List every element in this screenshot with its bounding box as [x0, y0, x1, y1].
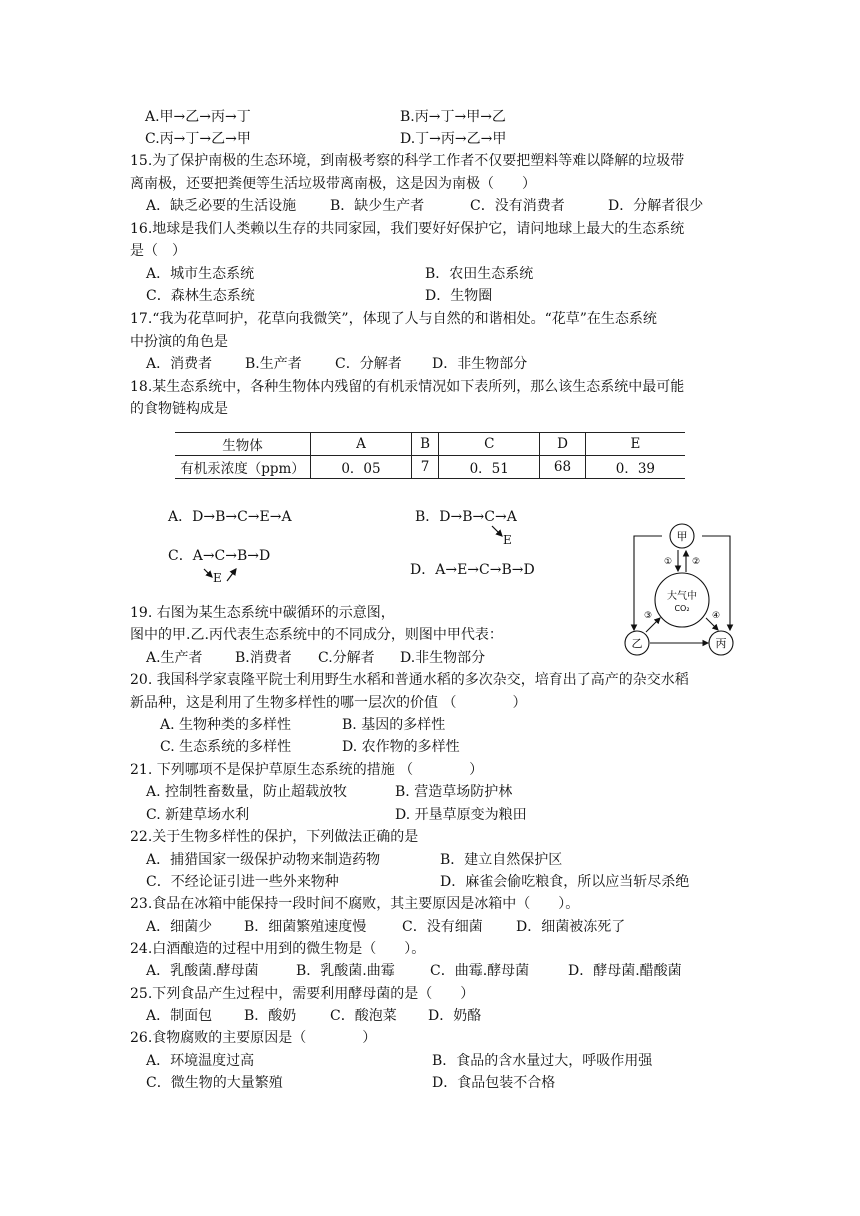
q26-option-a: A．环境温度过高: [146, 1053, 255, 1069]
q20-option-b: B. 基因的多样性: [342, 717, 446, 733]
q16-option-d: D．生物圈: [425, 288, 493, 304]
branch-arrow-c-in: [204, 569, 212, 577]
q23-option-d: D．细菌被冻死了: [516, 919, 626, 935]
q25-stem: 25.下列食品产生过程中，需要利用酵母菌的是（ ）: [130, 986, 475, 1002]
q24-stem: 24.白酒酿造的过程中用到的微生物是（ ）。: [130, 941, 426, 957]
q21-option-a: A. 控制牲畜数量，防止超载放牧: [146, 784, 348, 800]
arrow-label-2: ②: [691, 557, 701, 567]
q26-option-b: B．食品的含水量过大，呼吸作用强: [432, 1053, 653, 1069]
q18-option-d: D．A→E→C→B→D: [410, 562, 535, 578]
node-center-sub: CO₂: [674, 604, 690, 613]
node-top-label: 甲: [676, 530, 688, 543]
q16-stem-line1: 16.地球是我们人类赖以生存的共同家园，我们要好好保护它，请问地球上最大的生态系统: [130, 221, 685, 237]
q19-option-c: C.分解者: [318, 650, 375, 666]
q26-option-c: C．微生物的大量繁殖: [146, 1075, 283, 1091]
q18-option-b-branch: E: [503, 533, 512, 547]
q20-option-a: A. 生物种类的多样性: [160, 717, 292, 733]
q26-stem: 26.食物腐败的主要原因是（ ）: [130, 1030, 377, 1046]
q26-option-d: D．食品包装不合格: [432, 1075, 556, 1091]
table-cell: 7: [411, 456, 438, 479]
arrow-label-4: ④: [711, 611, 721, 621]
table-cell: 0．51: [439, 456, 540, 479]
q24-option-b: B．乳酸菌.曲霉: [296, 963, 395, 979]
q24-option-d: D．酵母菌.醋酸菌: [568, 963, 682, 979]
table-cell: 0．39: [585, 456, 685, 479]
q22-option-d: D．麻雀会偷吃粮食，所以应当斩尽杀绝: [440, 874, 690, 890]
q22-option-a: A．捕猎国家一级保护动物来制造药物: [146, 852, 381, 868]
table-header-cell: 生物体: [175, 433, 311, 456]
q17-option-d: D．非生物部分: [432, 356, 528, 372]
q15-option-a: A．缺乏必要的生活设施: [146, 198, 297, 214]
table-cell: 0．05: [311, 456, 412, 479]
q18-option-a: A．D→B→C→E→A: [168, 509, 292, 525]
q15-stem-line2: 离南极，还要把粪便等生活垃圾带离南极，这是因为南极（ ）: [130, 176, 536, 192]
table-header-cell: E: [585, 433, 685, 456]
q23-option-b: B．细菌繁殖速度慢: [244, 919, 367, 935]
table-cell: 有机汞浓度（ppm）: [175, 456, 311, 479]
q16-option-b: B．农田生态系统: [425, 266, 534, 282]
q17-stem-line1: 17.“我为花草呵护，花草向我微笑”，体现了人与自然的和谐相处。“花草”在生态系统: [130, 311, 657, 327]
q15-stem-line1: 15.为了保护南极的生态环境，到南极考察的科学工作者不仅要把塑料等难以降解的垃圾带: [130, 153, 685, 169]
q19-stem-line1: 19. 右图为某生态系统中碳循环的示意图，: [130, 605, 395, 621]
node-right-label: 丙: [715, 637, 727, 650]
q22-option-c: C．不经论证引进一些外来物种: [146, 874, 339, 890]
table-header-cell: C: [439, 433, 540, 456]
q14-option-a: A.甲→乙→丙→丁: [145, 109, 251, 125]
q19-stem-line2: 图中的甲.乙.丙代表生态系统中的不同成分，则图中甲代表：: [130, 627, 503, 643]
q15-option-c: C．没有消费者: [470, 198, 565, 214]
q25-option-c: C．酸泡菜: [330, 1008, 397, 1024]
q19-option-b: B.消费者: [235, 650, 292, 666]
carbon-cycle-diagram: [620, 522, 745, 662]
table-header-cell: B: [411, 433, 438, 456]
table-header-cell: D: [540, 433, 586, 456]
q18-option-c-branch: E: [213, 571, 222, 585]
q14-option-c: C.丙→丁→乙→甲: [145, 131, 251, 147]
q25-option-b: B．酸奶: [244, 1008, 297, 1024]
q18-stem-line2: 的食物链构成是: [130, 401, 228, 417]
arrow-label-1: ①: [663, 557, 673, 567]
q18-option-c: C．A→C→B→D: [168, 548, 271, 564]
branch-arrow-c-out: [227, 569, 236, 581]
q23-option-a: A．细菌少: [146, 919, 213, 935]
q16-option-c: C．森林生态系统: [146, 288, 255, 304]
arrow-label-3: ③: [643, 611, 653, 621]
q25-option-d: D．奶酪: [428, 1008, 482, 1024]
q20-option-c: C. 生态系统的多样性: [160, 739, 292, 755]
q18-stem-line1: 18.某生态系统中，各种生物体内残留的有机汞情况如下表所列，那么该生态系统中最可能: [130, 379, 685, 395]
q21-option-d: D. 开垦草原变为粮田: [395, 807, 527, 823]
q19-option-a: A.生产者: [146, 650, 203, 666]
q25-option-a: A．制面包: [146, 1008, 213, 1024]
table-header-cell: A: [311, 433, 412, 456]
q24-option-c: C．曲霉.酵母菌: [430, 963, 530, 979]
q22-option-b: B．建立自然保护区: [440, 852, 563, 868]
q16-stem-line2: 是（ ）: [130, 243, 186, 259]
q17-option-a: A．消费者: [146, 356, 213, 372]
q17-option-b: B.生产者: [245, 356, 302, 372]
q20-stem-line2: 新品种，这是利用了生物多样性的哪一层次的价值 （ ）: [130, 695, 527, 711]
q18-option-b: B．D→B→C→A: [415, 509, 517, 525]
q17-option-c: C．分解者: [335, 356, 402, 372]
node-left-label: 乙: [631, 637, 643, 650]
q19-option-d: D.非生物部分: [400, 650, 486, 666]
q23-option-c: C．没有细菌: [402, 919, 483, 935]
q21-option-b: B. 营造草场防护林: [395, 784, 513, 800]
table-cell: 68: [540, 456, 586, 479]
q24-option-a: A．乳酸菌.酵母菌: [146, 963, 259, 979]
q20-stem-line1: 20. 我国科学家袁隆平院士利用野生水稻和普通水稻的多次杂交，培育出了高产的杂交水稻: [130, 672, 689, 688]
q21-option-c: C. 新建草场水利: [146, 807, 250, 823]
branch-arrow-b: [492, 526, 502, 536]
node-center-label: 大气中: [667, 591, 697, 602]
q15-option-d: D．分解者很少: [608, 198, 704, 214]
q14-option-d: D.丁→丙→乙→甲: [400, 131, 507, 147]
q17-stem-line2: 中扮演的角色是: [130, 334, 228, 350]
q15-option-b: B．缺少生产者: [330, 198, 425, 214]
q22-stem: 22.关于生物多样性的保护，下列做法正确的是: [130, 829, 419, 845]
q14-option-b: B.丙→丁→甲→乙: [400, 109, 506, 125]
q20-option-d: D. 农作物的多样性: [342, 739, 460, 755]
q16-option-a: A．城市生态系统: [146, 266, 255, 282]
q21-stem: 21. 下列哪项不是保护草原生态系统的措施 （ ）: [130, 762, 484, 778]
q23-stem: 23.食品在冰箱中能保持一段时间不腐败，其主要原因是冰箱中（ ）。: [130, 896, 580, 912]
